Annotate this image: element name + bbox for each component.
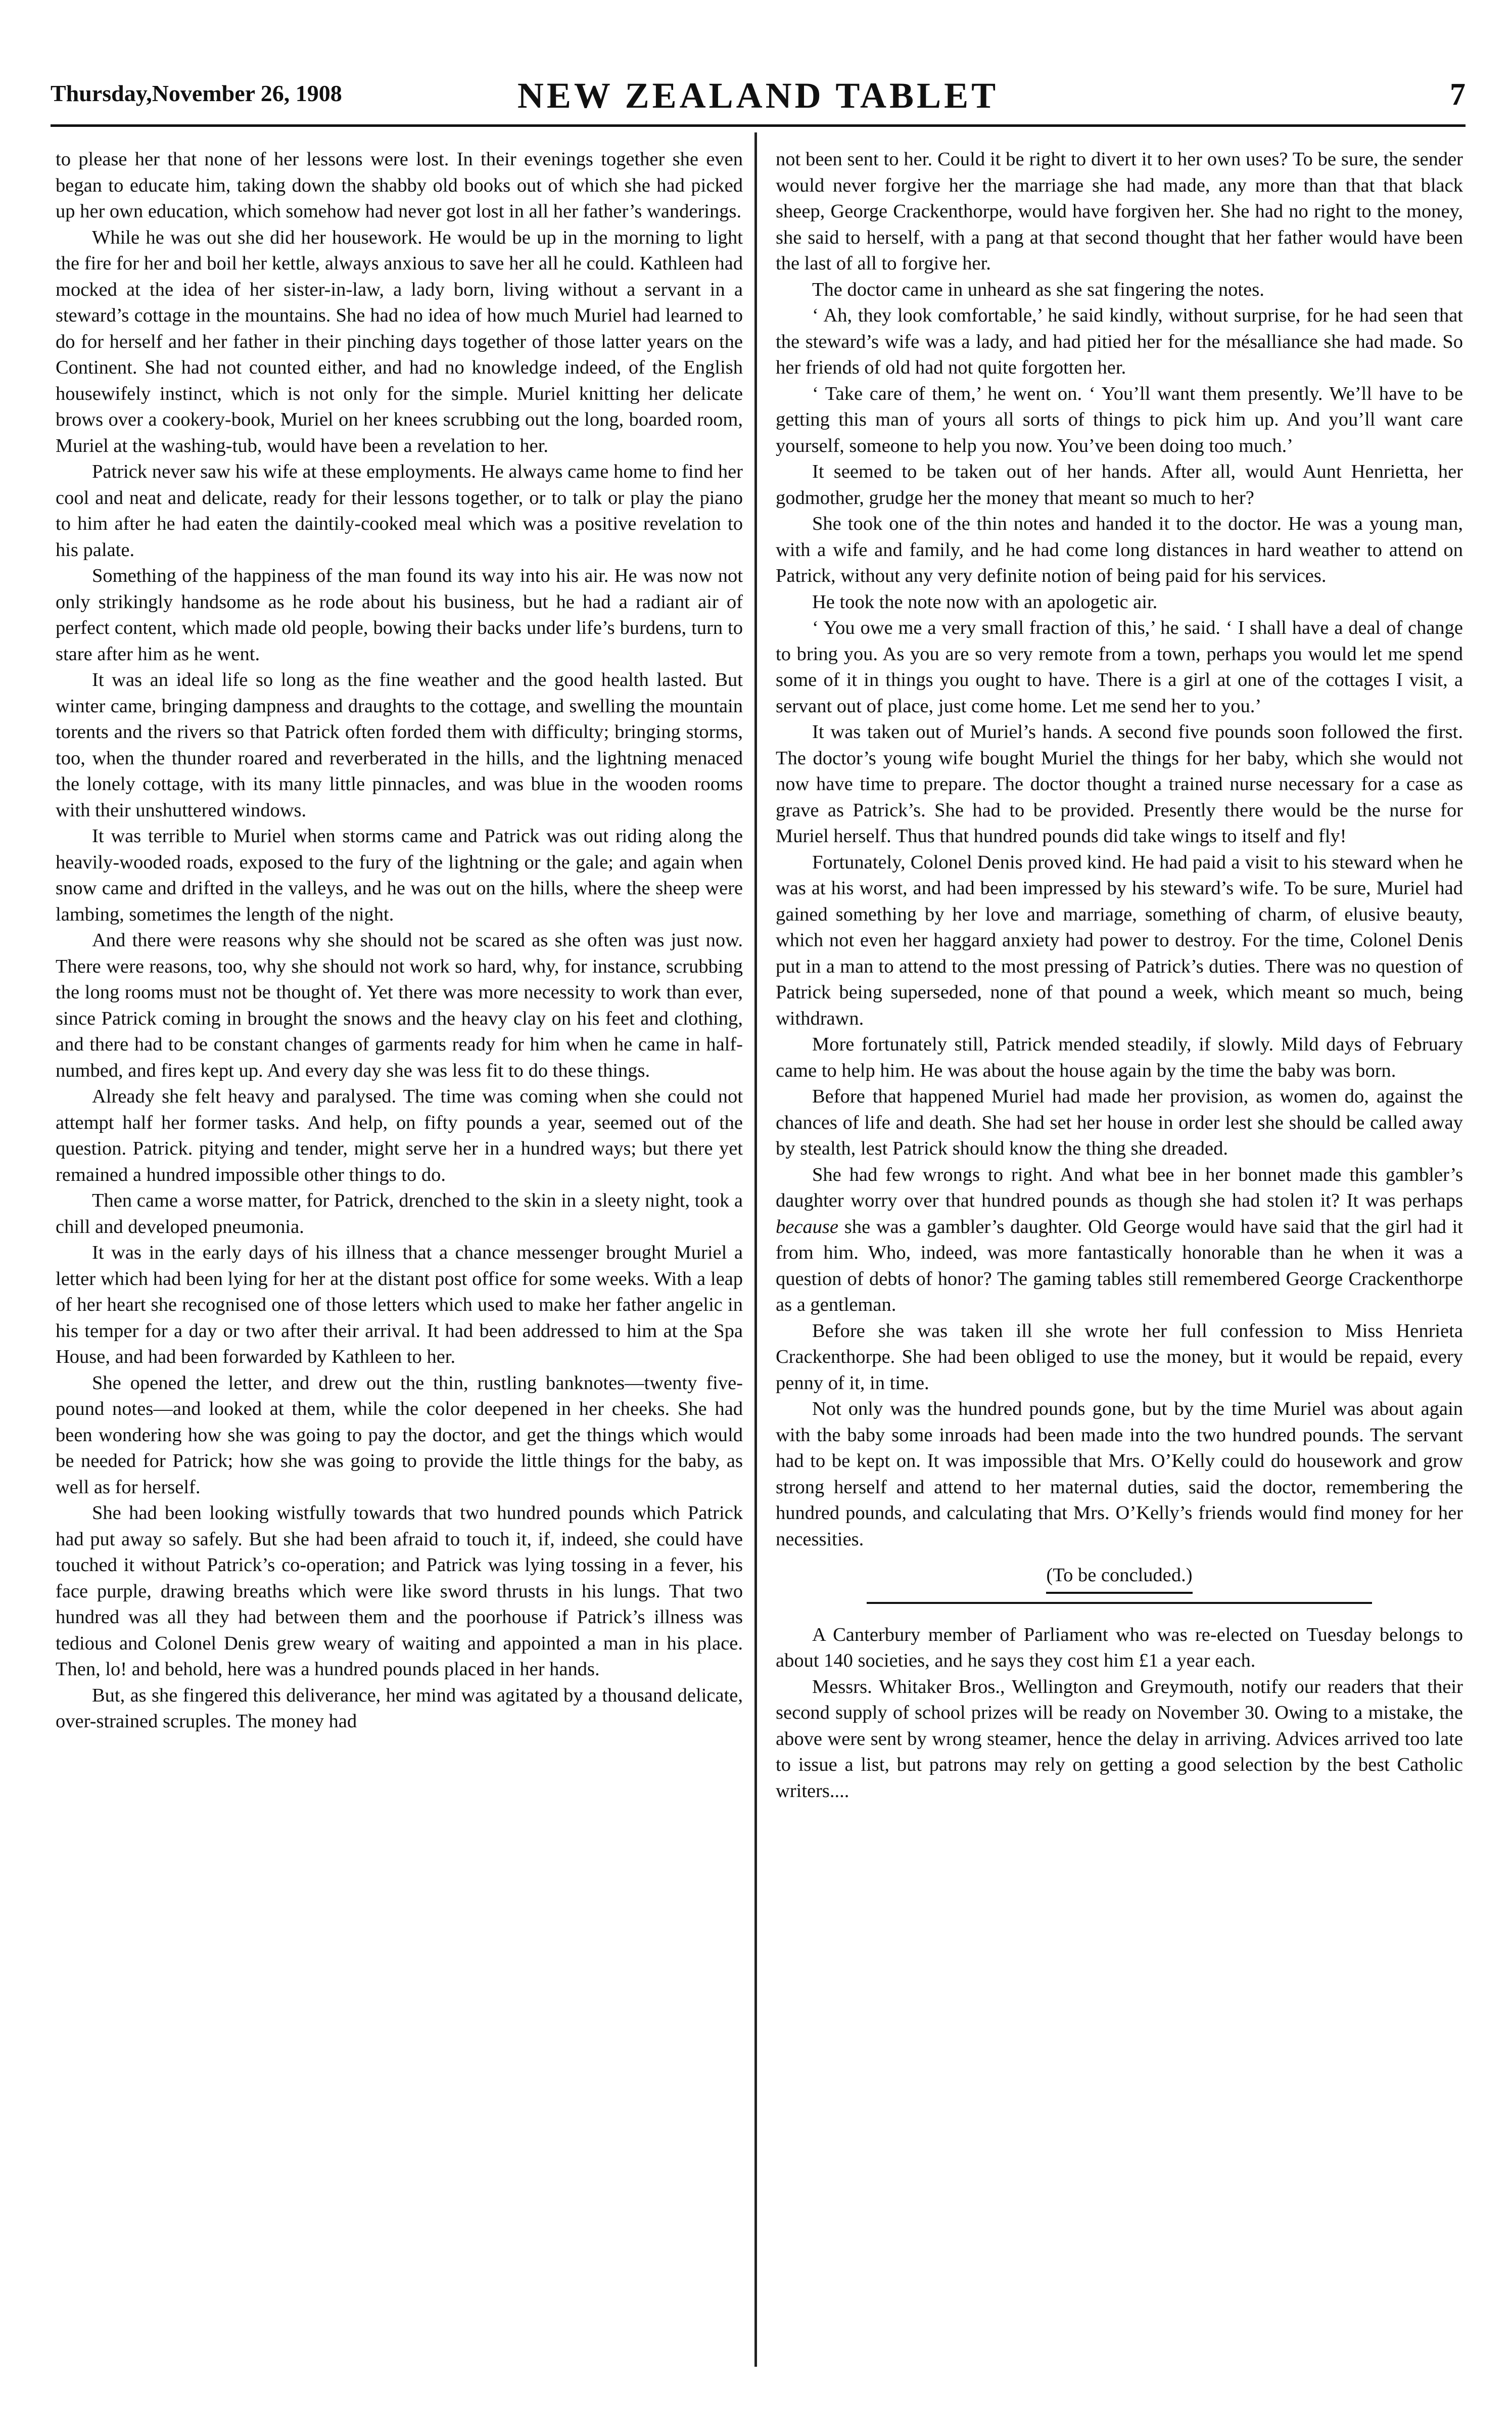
page-number: 7 xyxy=(1450,77,1466,112)
paragraph: ‘ Take care of them,’ he went on. ‘ You’ll want them presently. We’ll have to be getting this man of yours all sorts of things to pick him up. And you’ll want care yourself, someone to help you now. You’ve been doing too much.’ xyxy=(776,383,1463,456)
paragraph: to please her that none of her lessons were lost. In their evenings together she even began to educate him, taking down the shabby old books out of which she had picked up her own education, which somehow had never got lost in all her father’s wanderings. xyxy=(56,149,743,222)
emphasis-word: because xyxy=(776,1216,838,1237)
column-divider xyxy=(754,132,757,2367)
paragraph: Before she was taken ill she wrote her full confession to Miss Henrieta Crackenthorpe. She had been obliged to use the money, but it would be repaid, every penny of it, in time. xyxy=(776,1320,1463,1394)
paragraph: Before that happened Muriel had made her provision, as women do, against the chances of life and death. She had set her house in order lest she should be called away by stealth, lest Patrick should know the thing she dreaded. xyxy=(776,1086,1463,1159)
paragraph: Patrick never saw his wife at these employments. He always came home to find her cool and neat and delicate, ready for their lessons together, or to talk or play the piano to him after he had eaten the daintily-cooked meal which was a positive revelation to his palate. xyxy=(56,461,743,561)
paragraph: The doctor came in unheard as she sat fingering the notes. xyxy=(812,279,1264,300)
paragraph: It seemed to be taken out of her hands. After all, would Aunt Henrietta, her godmother, grudge her the money that meant so much to her? xyxy=(776,461,1463,509)
paragraph: Fortunately, Colonel Denis proved kind. He had paid a visit to his steward when he was at his worst, and had been impressed by his steward’s wife. To be sure, Muriel had gained something by her love and marriage, something of charm, of elusive beauty, which not even her haggard anxiety had power to destroy. For the time, Colonel Denis put in a man to attend to the most pressing of Patrick’s duties. There was no question of Patrick being superseded, none of that pound a week, which meant so much, being withdrawn. xyxy=(776,851,1463,1029)
paragraph-end: she was a gambler’s daughter. Old George would have said that the girl had it from him. Who, indeed, was more fantastically honorable than he when it was a question of debts of honor? The gaming tables still remembered George Crackenthorpe as a gentleman. xyxy=(776,1216,1463,1315)
news-item: A Canterbury member of Parliament who was re-elected on Tuesday belongs to about 140 societies, and he says they cost him £1 a year each. xyxy=(776,1624,1463,1671)
paragraph: He took the note now with an apologetic air. xyxy=(812,591,1158,613)
news-item: Messrs. Whitaker Bros., Wellington and Greymouth, notify our readers that their second supply of school prizes will be ready on November 30. Owing to a mistake, the above were sent by wrong steamer, hence the delay in arriving. Advices arrived too late to issue a list, but patrons may rely on getting a good selection by the best Catholic writers.... xyxy=(776,1676,1463,1802)
paragraph: And there were reasons why she should not be scared as she often was just now. There were reasons, too, why she should not work so hard, why, for instance, scrubbing the long rooms must not be thought of. Yet there was more necessity to work than ever, since Patrick coming in brought the snows and the heavy clay on his feet and clothing, and there had to be constant changes of garments ready for him when he came in half-numbed, and fires kept up. And every day she was less fit to do these things. xyxy=(56,930,743,1081)
paragraph: She opened the letter, and drew out the thin, rustling banknotes—twenty five-pound notes—and looked at them, while the color deepened in her cheeks. She had been wondering how she was going to pay the doctor, and get the things which would be needed for Patrick; how she was going to provide the little things for the baby, as well as for herself. xyxy=(56,1372,743,1498)
conclusion-note xyxy=(776,1562,1463,1594)
paragraph: It was terrible to Muriel when storms came and Patrick was out riding along the heavily-wooded roads, exposed to the fury of the lightning or the gale; and again when snow came and drifted in the valleys, and he was out on the hills, where the sheep were lambing, sometimes the length of the night. xyxy=(56,825,743,925)
paragraph: Not only was the hundred pounds gone, but by the time Muriel was about again with the baby some inroads had been made into the two hundred pounds. The servant had to be kept on. It was impossible that Mrs. O’Kelly could do housework and grow strong herself and attend to her maternal duties, said the doctor, remembering the hundred pounds, and calculating that Mrs. O’Kelly’s friends would find money for her necessities. xyxy=(776,1398,1463,1550)
paragraph: Something of the happiness of the man found its way into his air. He was now not only strikingly handsome as he rode about his business, but he had a radiant air of perfect content, which made old people, bowing their backs under life’s burdens, turn to stare after him as he went. xyxy=(56,565,743,665)
paragraph: While he was out she did her housework. He would be up in the morning to light the fire for her and boil her kettle, always anxious to save her all he could. Kathleen had mocked at the idea of her sister-in-law, a lady born, living without a servant in a steward’s cottage in the mountains. She had no idea of how much Muriel had learned to do for herself and her father in their pinching days together of those latter years on the Continent. She had not counted either, and had no knowledge indeed, of the English housewifely instinct, which is not only for the simple. Muriel knitting her delicate brows over a cookery-book, Muriel on her knees scrubbing out the long, boarded room, Muriel at the washing-tub, would have been a revelation to her. xyxy=(56,226,743,456)
right-column xyxy=(776,147,1463,1804)
paragraph: It was an ideal life so long as the fine weather and the good health lasted. But winter came, bringing dampness and draughts to the cottage, and swelling the mountain torents and the rivers so that Patrick often forded them with difficulty; bringing storms, too, when the thunder roared and reverberated in the hills, and the lightning menaced the lonely cottage, with its many little pinnacles, and was blue in the wooden rooms with their unshuttered windows. xyxy=(56,669,743,821)
paragraph: ‘ You owe me a very small fraction of this,’ he said. ‘ I shall have a deal of change to bring you. As you are so very remote from a town, perhaps you would let me spend some of it in things you ought to have. There is a girl at one of the cottages I visit, a servant out of place, just come home. Let me send her to you.’ xyxy=(776,617,1463,717)
paragraph: More fortunately still, Patrick mended steadily, if slowly. Mild days of February came to help him. He was about the house again by the time the baby was born. xyxy=(776,1034,1463,1081)
paragraph: It was taken out of Muriel’s hands. A second five pounds soon followed the first. The doctor’s young wife bought Muriel the things for her baby, which she would not now have time to prepare. The doctor thought a trained nurse necessary for a case as grave as Patrick’s. She had to be provided. Presently there would be the nurse for Muriel herself. Thus that hundred pounds did take wings to itself and fly! xyxy=(776,721,1463,847)
paragraph: Then came a worse matter, for Patrick, drenched to the skin in a sleety night, took a chill and developed pneumonia. xyxy=(56,1190,743,1237)
paragraph: Already she felt heavy and paralysed. The time was coming when she could not attempt half her former tasks. And help, on fifty pounds a year, seemed out of the question. Patrick. pitying and tender, might serve her in a hundred ways; but there yet remained a hundred impossible other things to do. xyxy=(56,1086,743,1185)
paragraph: She took one of the thin notes and handed it to the doctor. He was a young man, with a wife and family, and he had come long distances in hard weather to attend on Patrick, without any very definite notion of being paid for his services. xyxy=(776,513,1463,586)
left-column xyxy=(56,147,743,1735)
paragraph: not been sent to her. Could it be right to divert it to her own uses? To be sure, the sender would never forgive her the marriage she had made, any more than that that black sheep, George Crackenthorpe, would have forgiven her. She had no right to the money, she said to herself, with a pang at that second thought that her father would have been the last of all to forgive her. xyxy=(776,149,1463,274)
paragraph: ‘ Ah, they look comfortable,’ he said kindly, without surprise, for he had seen that the steward’s wife was a lady, and had pitied her for the mésalliance she had made. So her friends of old had not quite forgotten her. xyxy=(776,305,1463,378)
section-rule xyxy=(867,1602,1372,1604)
paragraph: It was in the early days of his illness that a chance messenger brought Muriel a letter which had been lying for her at the distant post office for some weeks. With a leap of her heart she recognised one of those letters which used to make her father angelic in his temper for a day or two after their arrival. It had been addressed to him at the Spa House, and had been forwarded by Kathleen to her. xyxy=(56,1242,743,1367)
paragraph: But, as she fingered this deliverance, her mind was agitated by a thousand delicate, over-strained scruples. The money had xyxy=(56,1684,743,1732)
conclusion-text: (To be concluded.) xyxy=(1046,1562,1192,1594)
issue-date: Thursday,November 26, 1908 xyxy=(51,80,342,106)
header-rule xyxy=(51,124,1466,127)
masthead xyxy=(51,75,1466,117)
paragraph: She had been looking wistfully towards that two hundred pounds which Patrick had put away so safely. But she had been afraid to touch it, if, indeed, she could have touched it without Patrick’s co-operation; and Patrick was lying tossing in a fever, his face purple, drawing breaths which were like sword thrusts in his lungs. That two hundred was all they had between them and the poorhouse if Patrick’s illness was tedious and Colonel Denis grew weary of waiting and appointed a man in his place. Then, lo! and behold, here was a hundred pounds placed in her hands. xyxy=(56,1502,743,1680)
paragraph-start: She had few wrongs to right. And what bee in her bonnet made this gambler’s daughter worry over that hundred pounds as though she had stolen it? It was perhaps xyxy=(776,1164,1463,1211)
newspaper-title: NEW ZEALAND TABLET xyxy=(517,75,999,116)
paragraph-with-emphasis xyxy=(776,1162,1463,1318)
